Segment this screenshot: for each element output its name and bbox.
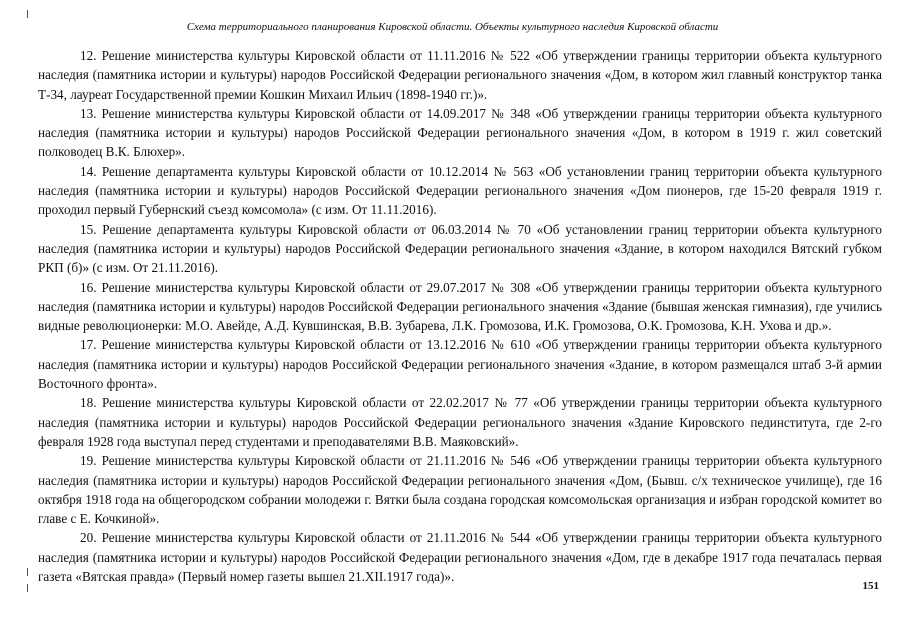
paragraph-14: 14. Решение департамента культуры Кировской области от 10.12.2014 № 563 «Об установлении границ территории объекта культурного наследия (памятника истории и культуры) народов Российской Федерации регионального значения «Дом пионеров, где 15-20 февраля 1919 г. проходил первый Губернский съезд комсомола» (с изм. От 11.11.2016). [38,163,882,218]
document-body [38,46,882,586]
paragraph-20: 20. Решение министерства культуры Кировской области от 21.11.2016 № 544 «Об утверждении границы территории объекта культурного наследия (памятника истории и культуры) народов Российской Федерации регионального значения «Дом, где в декабре 1917 года печаталась первая газета «Вятская правда» (Первый номер газеты вышел 21.XII.1917 года)». [38,530,882,585]
paragraph-13: 13. Решение министерства культуры Кировской области от 14.09.2017 № 348 «Об утверждении границы территории объекта культурного наследия (памятника истории и культуры) народов Российской Федерации регионального значения «Дом, в котором в 1919 г. жил советский полководец В.К. Блюхер». [38,105,882,160]
paragraph-15: 15. Решение департамента культуры Кировской области от 06.03.2014 № 70 «Об установлении границ территории объекта культурного наследия (памятника истории и культуры) народов Российской Федерации регионального значения «Здание, в котором находился Вятский губком РКП (б)» (с изм. От 21.11.2016). [38,221,882,276]
paragraph-16: 16. Решение министерства культуры Кировской области от 29.07.2017 № 308 «Об утверждении границы территории объекта культурного наследия (памятника истории и культуры) народов Российской Федерации регионального значения «Здание (бывшая женская гимназия), где учились видные революционерки: М.О. Авейде, А.Д. Кувшинская, В.В. Зубарева, Л.К. Громозова, И.К. Громозова, О.К. Громозова, К.Н. Ухова и др.». [38,279,882,334]
scan-mark [27,584,32,592]
page-number: 151 [862,580,879,592]
paragraph-17: 17. Решение министерства культуры Кировской области от 13.12.2016 № 610 «Об утверждении границы территории объекта культурного наследия (памятника истории и культуры) народов Российской Федерации регионального значения «Здание, в котором размещался штаб 3-й армии Восточного фронта». [38,337,882,392]
paragraph-12: 12. Решение министерства культуры Кировской области от 11.11.2016 № 522 «Об утверждении границы территории объекта культурного наследия (памятника истории и культуры) народов Российской Федерации регионального значения «Дом, в котором жил главный конструктор танка Т-34, лауреат Государственной премии Кошкин Михаил Ильич (1898-1940 гг.)». [38,48,882,102]
scan-mark [27,568,32,576]
scan-mark [27,10,32,18]
page-header: Схема территориального планирования Кировской области. Объекты культурного наследия Кировской области [186,21,719,33]
paragraph-19: 19. Решение министерства культуры Кировской области от 21.11.2016 № 546 «Об утверждении границы территории объекта культурного наследия (памятника истории и культуры) народов Российской Федерации регионального значения «Дом, (Бывш. с/х техническое училище), где 16 октября 1918 года на общегородском собрании молодежи г. Вятки была создана городская комсомольская организация и избран городской комитет во главе с Е. Кочкиной». [38,453,882,527]
paragraph-18: 18. Решение министерства культуры Кировской области от 22.02.2017 № 77 «Об утверждении границы территории объекта культурного наследия (памятника истории и культуры) народов Российской Федерации регионального значения «Здание Кировского пединститута, где 2-го февраля 1928 года выступал перед студентами и преподавателями В.В. Маяковский». [38,395,882,449]
